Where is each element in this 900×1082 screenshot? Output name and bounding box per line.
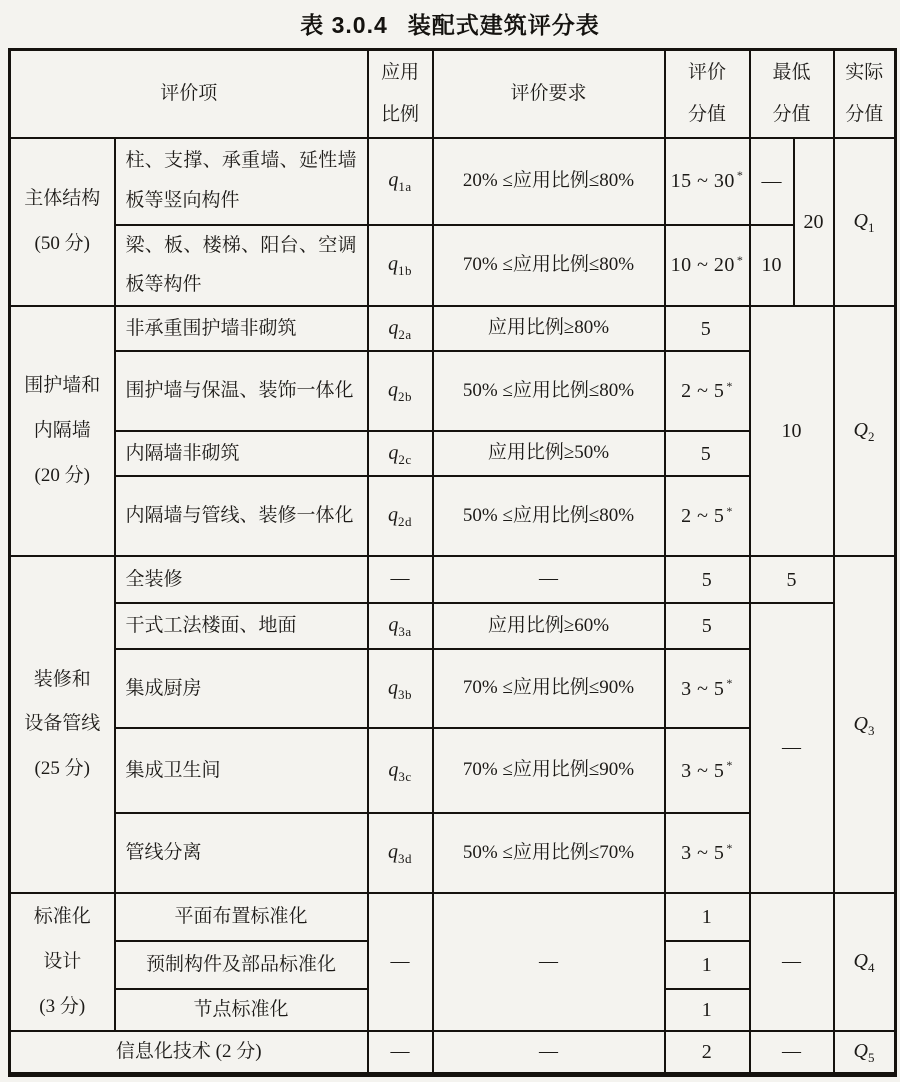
- item-cell: 内隔墙与管线、装修一体化: [115, 476, 368, 556]
- actual-score-cell: [834, 556, 896, 893]
- item-cell: 围护墙与保温、装饰一体化: [115, 351, 368, 431]
- min-score-cell: —: [750, 1031, 834, 1074]
- table-header-row: [10, 50, 896, 138]
- min-score-cell: 5: [750, 556, 834, 603]
- text-line: 分值: [845, 103, 884, 125]
- code-base: q: [388, 169, 399, 191]
- score-cell: [665, 225, 750, 307]
- ratio-code-cell: [368, 813, 433, 893]
- score-star: *: [736, 168, 744, 183]
- score-value: 1: [701, 906, 713, 929]
- score-cell: [665, 728, 750, 813]
- text-line: 评价项: [160, 82, 218, 104]
- score-value: 5: [700, 442, 712, 465]
- score-value: 2: [701, 1041, 713, 1064]
- text-line: 应用: [381, 61, 420, 83]
- score-star: *: [726, 676, 733, 691]
- score-cell: [665, 649, 750, 728]
- ratio-code-cell: [368, 225, 433, 307]
- item-cell: 预制构件及部品标准化: [115, 941, 368, 989]
- min-score-cell: 10: [750, 306, 834, 556]
- item-cell: 管线分离: [115, 813, 368, 893]
- score-cell: [665, 893, 750, 941]
- text-line: 装修和: [33, 668, 91, 690]
- item-cell: 非承重围护墙非砌筑: [115, 306, 368, 351]
- item-cell: 集成卫生间: [115, 728, 368, 813]
- code-base: q: [388, 841, 399, 864]
- actual-score-cell: [834, 1031, 896, 1074]
- item-cell: 内隔墙非砌筑: [115, 431, 368, 476]
- text-line: 设备管线: [24, 713, 101, 735]
- score-star: *: [726, 503, 733, 518]
- scoring-table: [8, 48, 897, 1077]
- score-cell: [665, 989, 750, 1031]
- requirement-cell: —: [433, 893, 665, 1031]
- requirement-cell: 应用比例≥50%: [433, 431, 665, 476]
- score-value: 5: [700, 317, 712, 340]
- text-line: 评价: [688, 61, 727, 83]
- requirement-cell: 50% ≤应用比例≤80%: [433, 351, 665, 431]
- code-base: Q: [853, 419, 868, 442]
- code-base: Q: [853, 712, 868, 735]
- min-score-cell: 10: [750, 225, 794, 307]
- score-cell: [665, 306, 750, 351]
- requirement-cell: 应用比例≥60%: [433, 603, 665, 649]
- header-cell-ratio: [368, 50, 433, 138]
- text-line: 主体结构: [24, 188, 101, 210]
- header-cell-actual-score: [834, 50, 896, 138]
- header-cell-min-score: [750, 50, 834, 138]
- actual-score-cell: [834, 138, 896, 307]
- code-subscript: 1: [868, 219, 875, 235]
- table-row: [10, 306, 896, 351]
- item-cell: 节点标准化: [115, 989, 368, 1031]
- min-score-total-cell: 20: [794, 138, 834, 307]
- table-row: [10, 556, 896, 603]
- actual-score-cell: [834, 306, 896, 556]
- score-cell: [665, 138, 750, 225]
- requirement-cell: 70% ≤应用比例≤90%: [433, 728, 665, 813]
- score-star: *: [726, 840, 733, 855]
- score-star: *: [726, 378, 733, 393]
- text-line: 评价要求: [510, 82, 587, 104]
- code-subscript: 2b: [398, 389, 413, 405]
- code-subscript: 1a: [398, 178, 412, 194]
- header-cell-score: [665, 50, 750, 138]
- code-subscript: 2: [868, 429, 875, 445]
- code-base: Q: [853, 1040, 868, 1063]
- ratio-code-cell: —: [368, 1031, 433, 1074]
- code-base: Q: [853, 950, 868, 973]
- table-title-text: 装配式建筑评分表: [407, 12, 600, 38]
- requirement-cell: 50% ≤应用比例≤80%: [433, 476, 665, 556]
- item-cell: 干式工法楼面、地面: [115, 603, 368, 649]
- text-line: 内隔墙: [33, 419, 91, 441]
- text-line: 标准化: [33, 906, 91, 928]
- table-number: 表 3.0.4: [300, 12, 388, 38]
- text-line: 分值: [772, 103, 811, 125]
- ratio-code-cell: —: [368, 556, 433, 603]
- code-subscript: 3d: [398, 851, 413, 867]
- score-value: 5: [701, 568, 713, 591]
- table-row: [10, 225, 896, 307]
- code-subscript: 2c: [398, 451, 412, 467]
- min-score-cell: —: [750, 138, 794, 225]
- text-line: 比例: [381, 103, 420, 125]
- text-line: 分值: [688, 103, 727, 125]
- requirement-cell: 应用比例≥80%: [433, 306, 665, 351]
- score-cell: [665, 603, 750, 649]
- table-row: [10, 1031, 896, 1074]
- code-subscript: 1b: [398, 263, 413, 279]
- score-value: 3 ~ 5: [681, 842, 725, 865]
- requirement-cell: 50% ≤应用比例≤70%: [433, 813, 665, 893]
- requirement-cell: 70% ≤应用比例≤80%: [433, 225, 665, 307]
- code-base: q: [388, 614, 399, 637]
- requirement-cell: 70% ≤应用比例≤90%: [433, 649, 665, 728]
- item-cell: 柱、支撑、承重墙、延性墙板等竖向构件: [115, 138, 368, 225]
- text-line: (20 分): [34, 464, 90, 486]
- code-subscript: 3c: [398, 768, 412, 784]
- category-cell-enclosure-walls: [10, 306, 115, 556]
- score-value: 2 ~ 5: [681, 505, 725, 528]
- item-cell: 集成厨房: [115, 649, 368, 728]
- score-value: 3 ~ 5: [681, 677, 725, 700]
- ratio-code-cell: [368, 649, 433, 728]
- ratio-code-cell: [368, 138, 433, 225]
- category-cell-standardized-design: [10, 893, 115, 1031]
- score-cell: [665, 431, 750, 476]
- ratio-code-cell: [368, 603, 433, 649]
- code-subscript: 4: [868, 960, 875, 976]
- score-star: *: [726, 758, 733, 773]
- min-score-cell: —: [750, 603, 834, 893]
- text-line: 实际: [845, 61, 884, 83]
- code-base: Q: [853, 209, 868, 232]
- score-cell: [665, 556, 750, 603]
- code-subscript: 3b: [398, 686, 413, 702]
- code-base: q: [388, 379, 399, 402]
- code-base: q: [388, 676, 399, 699]
- category-cell-decoration-mep: [10, 556, 115, 893]
- item-cell: 梁、板、楼梯、阳台、空调板等构件: [115, 225, 368, 307]
- header-cell-item: [10, 50, 368, 138]
- code-subscript: 2d: [398, 514, 413, 530]
- code-base: q: [388, 441, 399, 464]
- requirement-cell: —: [433, 556, 665, 603]
- score-cell: [665, 351, 750, 431]
- score-value: 10 ~ 20: [670, 254, 735, 277]
- score-value: 3 ~ 5: [681, 759, 725, 782]
- actual-score-cell: [834, 893, 896, 1031]
- score-value: 15 ~ 30: [670, 170, 735, 192]
- code-subscript: 3: [868, 722, 875, 738]
- score-star: *: [736, 252, 744, 267]
- score-cell: [665, 1031, 750, 1074]
- code-subscript: 2a: [398, 326, 412, 342]
- table-row: [10, 893, 896, 941]
- table-row: [10, 138, 896, 225]
- score-value: 1: [701, 999, 713, 1022]
- requirement-cell: 20% ≤应用比例≤80%: [433, 138, 665, 225]
- table-row: [10, 603, 896, 649]
- score-cell: [665, 476, 750, 556]
- ratio-code-cell: [368, 476, 433, 556]
- header-cell-requirement: [433, 50, 665, 138]
- score-value: 1: [701, 954, 713, 977]
- text-line: 围护墙和: [24, 375, 101, 397]
- requirement-cell: —: [433, 1031, 665, 1074]
- score-cell: [665, 813, 750, 893]
- code-base: q: [388, 504, 399, 527]
- text-line: 设计: [43, 950, 82, 972]
- code-base: q: [388, 316, 399, 339]
- ratio-code-cell: [368, 431, 433, 476]
- category-cell-information-technology: 信息化技术 (2 分): [10, 1031, 368, 1074]
- text-line: (50 分): [34, 232, 90, 254]
- ratio-code-cell: [368, 306, 433, 351]
- code-subscript: 3a: [398, 624, 412, 640]
- text-line: (3 分): [39, 995, 86, 1017]
- item-cell: 全装修: [115, 556, 368, 603]
- page-title: [0, 0, 900, 40]
- item-cell: 平面布置标准化: [115, 893, 368, 941]
- ratio-code-cell: [368, 351, 433, 431]
- ratio-code-cell: [368, 728, 433, 813]
- text-line: 最低: [772, 61, 811, 83]
- category-cell-main-structure: [10, 138, 115, 307]
- ratio-code-cell: —: [368, 893, 433, 1031]
- score-value: 5: [701, 615, 713, 638]
- code-base: q: [388, 758, 399, 781]
- min-score-cell: —: [750, 893, 834, 1031]
- score-value: 2 ~ 5: [681, 380, 725, 403]
- score-cell: [665, 941, 750, 989]
- text-line: (25 分): [34, 758, 90, 780]
- code-subscript: 5: [868, 1049, 875, 1065]
- code-base: q: [388, 253, 399, 276]
